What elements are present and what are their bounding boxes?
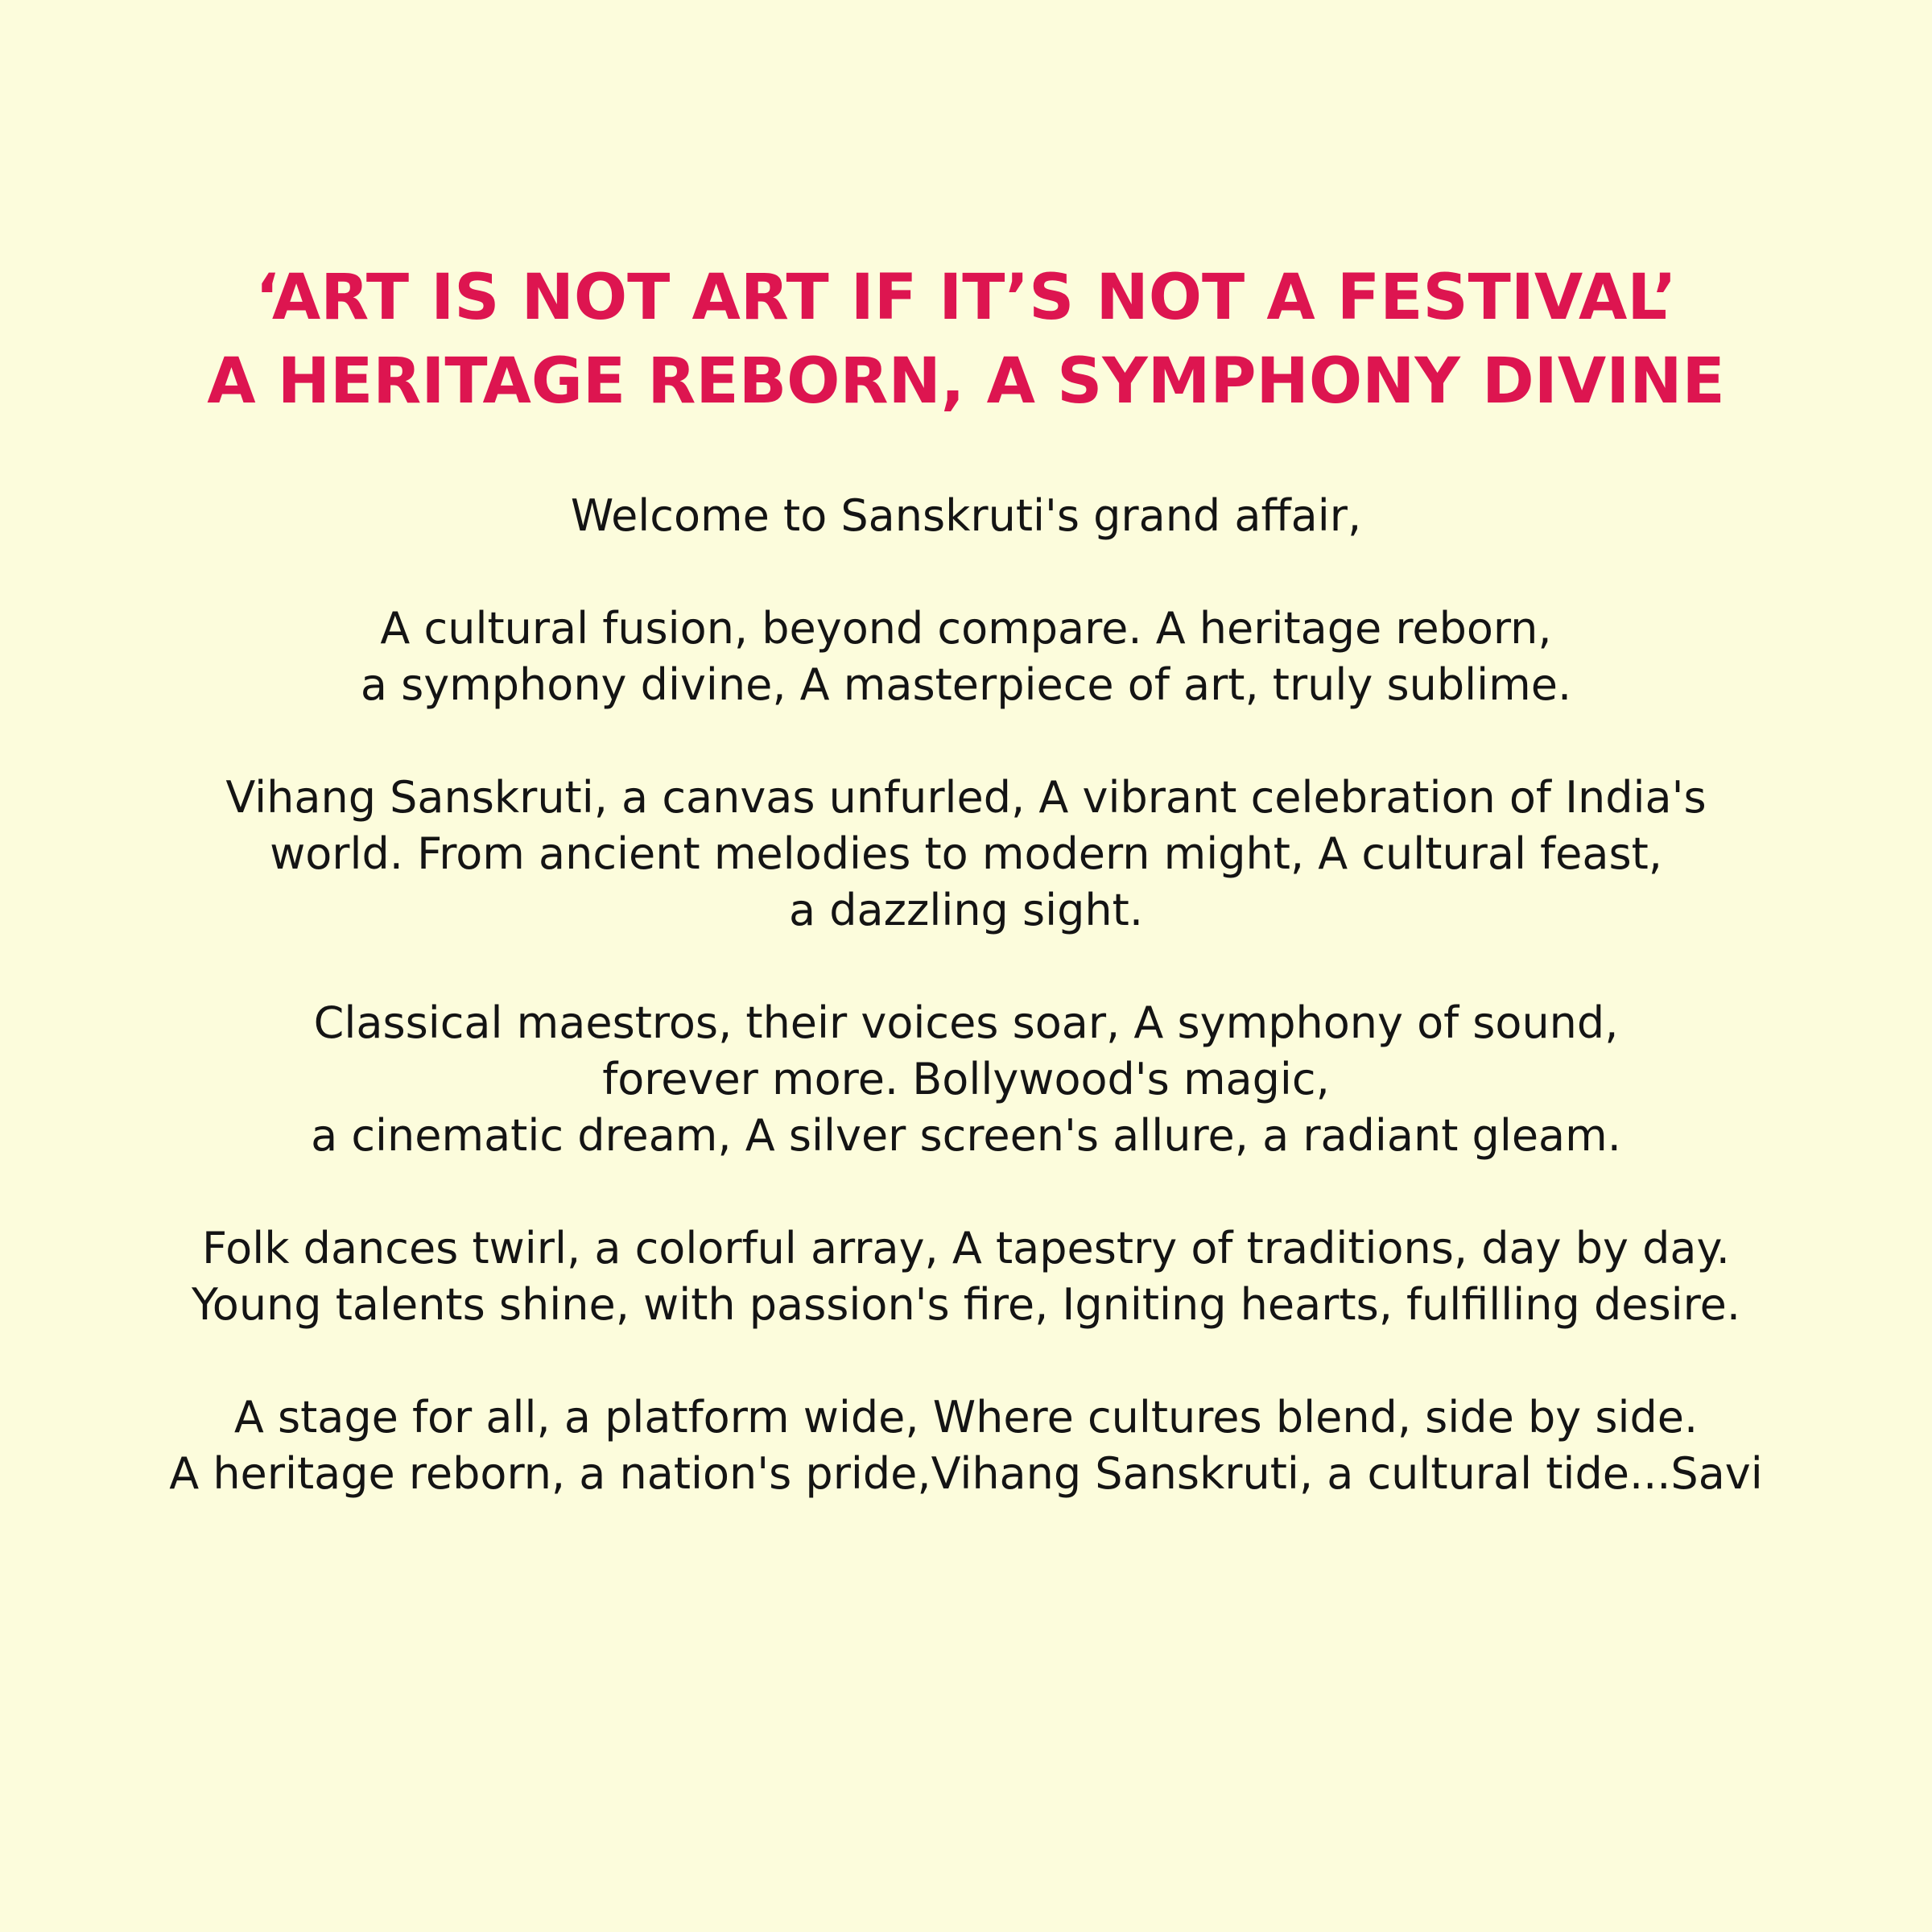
stanza-4 [0, 995, 1932, 1164]
stanza-1 [0, 488, 1932, 544]
stanza-2 [0, 601, 1932, 713]
poem-line: Folk dances twirl, a colorful array, A tapestry of traditions, day by day. [202, 1223, 1730, 1274]
poem-line: Classical maestros, their voices soar, A symphony of sound, [313, 997, 1619, 1048]
poem-line: a dazzling sight. [789, 885, 1143, 935]
poem-line: A cultural fusion, beyond compare. A heritage reborn, [380, 603, 1552, 654]
poem-line: Young talents shine, with passion's fire, Igniting hearts, fulfilling desire. [191, 1279, 1741, 1330]
poem-body [0, 488, 1932, 1558]
poem-line: A stage for all, a platform wide, Where cultures blend, side by side. [233, 1392, 1699, 1443]
heading-line-1: ‘ART IS NOT ART IF IT’S NOT A FESTIVAL’ [255, 262, 1677, 334]
stanza-6 [0, 1389, 1932, 1502]
heading [0, 256, 1932, 423]
poem-line: a symphony divine, A masterpiece of art, truly sublime. [360, 659, 1572, 710]
heading-line-2: A HERITAGE REBORN, A SYMPHONY DIVINE [207, 345, 1725, 418]
poem-line: forever more. Bollywood's magic, [602, 1054, 1330, 1104]
poem-line: A heritage reborn, a nation's pride,Vihang Sanskruti, a cultural tide...Savi [169, 1448, 1763, 1499]
poem-line: world. From ancient melodies to modern might, A cultural feast, [270, 828, 1662, 879]
stanza-3 [0, 770, 1932, 939]
poem-line: Welcome to Sanskruti's grand affair, [570, 490, 1362, 541]
poem-line: a cinematic dream, A silver screen's allure, a radiant gleam. [311, 1110, 1621, 1161]
stanza-5 [0, 1220, 1932, 1333]
poem-line: Vihang Sanskruti, a canvas unfurled, A vibrant celebration of India's [225, 772, 1707, 823]
